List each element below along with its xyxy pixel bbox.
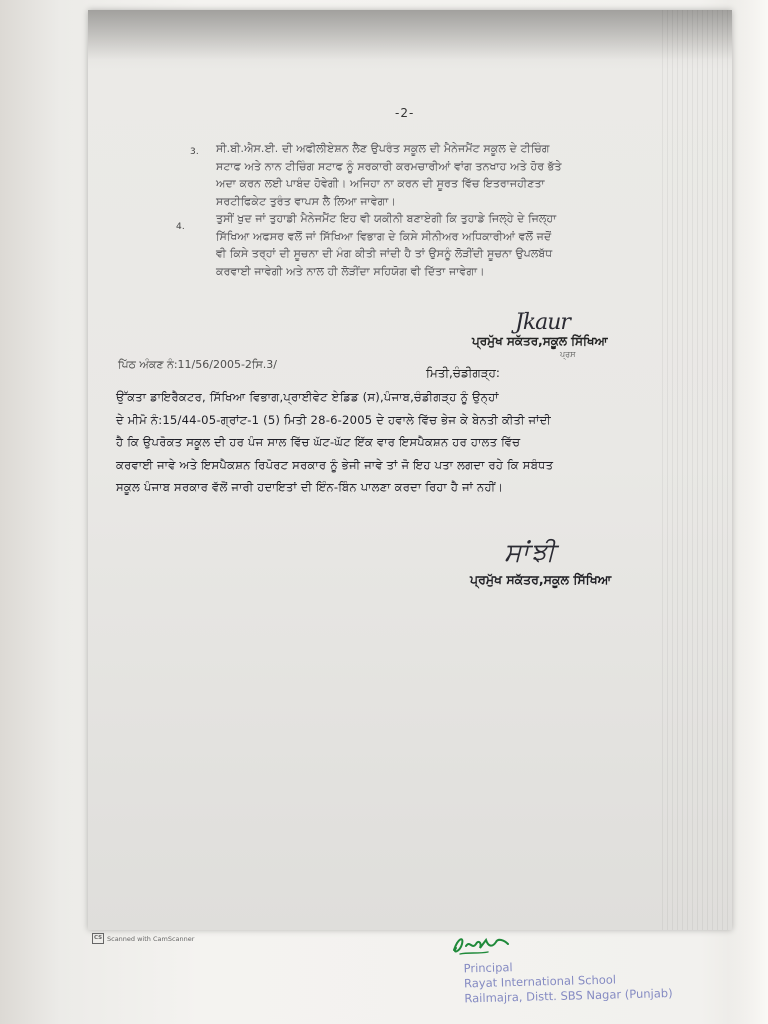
scanner-watermark — [92, 933, 194, 944]
text-line: ਦੇ ਮੀਮੋ ਨੰ:15/44-05-ਗ੍ਰਾਂਟ-1 (5) ਮਿਤੀ 28-6-2005 ਦੇ ਹਵਾਲੇ ਵਿੱਚ ਭੇਜ ਕੇ ਬੇਨਤੀ ਕੀਤੀ ਜਾਂਦੀ — [116, 412, 551, 427]
text-line: ਕਰਵਾਈ ਜਾਵੇਗੀ ਅਤੇ ਨਾਲ ਹੀ ਲੋੜੀਂਦਾ ਸਹਿਯੋਗ ਵੀ ਦਿੱਤਾ ਜਾਵੇਗਾ। — [216, 264, 485, 278]
designation-mark: ਪ੍ਰਸ — [560, 350, 576, 359]
text-line: ਉੱਕਤਾ ਡਾਇਰੈਕਟਰ, ਸਿੱਖਿਆ ਵਿਭਾਗ,ਪ੍ਰਾਈਵੇਟ ਏਡਿਡ (ਸ),ਪੰਜਾਬ,ਚੰਡੀਗੜ੍ਹ ਨੂੰ ਉਨ੍ਹਾਂ — [116, 390, 499, 404]
endorsement-body — [116, 386, 656, 499]
item-number: 3. — [190, 147, 199, 157]
stamp-line: Principal — [463, 960, 513, 976]
text-line: ਵੀ ਕਿਸੇ ਤਰ੍ਹਾਂ ਦੀ ਸੂਚਨਾ ਦੀ ਮੰਗ ਕੀਤੀ ਜਾਂਦੀ ਹੈ ਤਾਂ ਉਸਨੂੰ ਲੋੜੀਂਦੀ ਸੂਚਨਾ ਉਪਲਬੱਧ — [216, 247, 553, 260]
signature: Jkaur — [515, 310, 570, 335]
scan-edge — [728, 0, 768, 1024]
endorsement-date: ਮਿਤੀ,ਚੰਡੀਗੜ੍ਹ: — [426, 366, 500, 380]
signatory-title: ਪ੍ਰਮੁੱਖ ਸਕੱਤਰ,ਸਕੂਲ ਸਿੱਖਿਆ — [470, 572, 612, 587]
numbered-items — [216, 140, 656, 280]
green-initials-icon — [448, 928, 514, 958]
watermark-text: Scanned with CamScanner — [107, 934, 195, 943]
text-line: ਕਰਵਾਈ ਜਾਵੇ ਅਤੇ ਇਸਪੈਕਸ਼ਨ ਰਿਪੋਰਟ ਸਰਕਾਰ ਨੂੰ ਭੇਜੀ ਜਾਵੇ ਤਾਂ ਜੋ ਇਹ ਪਤਾ ਲਗਦਾ ਰਹੇ ਕਿ ਸਬੰਧਤ — [116, 457, 554, 472]
text-line: ਸਕੂਲ ਪੰਜਾਬ ਸਰਕਾਰ ਵੱਲੋਂ ਜਾਰੀ ਹਦਾਇਤਾਂ ਦੀ ਇੰਨ-ਬਿੰਨ ਪਾਲਣਾ ਕਰਦਾ ਰਿਹਾ ਹੈ ਜਾਂ ਨਹੀਂ। — [116, 480, 504, 494]
text-line: ਸਿੱਖਿਆ ਅਫਸਰ ਵਲੋਂ ਜਾਂ ਸਿੱਖਿਆ ਵਿਭਾਗ ਦੇ ਕਿਸੇ ਸੀਨੀਅਰ ਅਧਿਕਾਰੀਆਂ ਵਲੋਂ ਜਦੋਂ — [216, 229, 552, 243]
item-number: 4. — [176, 222, 185, 232]
text-line: ਸਟਾਫ ਅਤੇ ਨਾਨ ਟੀਚਿੰਗ ਸਟਾਫ ਨੂੰ ਸਰਕਾਰੀ ਕਰਮਚਾਰੀਆਂ ਵਾਂਗ ਤਨਖਾਹ ਅਤੇ ਹੋਰ ਭੱਤੇ — [216, 159, 562, 173]
text-line: ਸਰਟੀਫਿਕੇਟ ਤੁਰੰਤ ਵਾਪਸ ਲੈ ਲਿਆ ਜਾਵੇਗਾ। — [216, 194, 396, 208]
signatory-title: ਪ੍ਰਮੁੱਖ ਸਕੱਤਰ,ਸਕੂਲ ਸਿੱਖਿਆ — [472, 334, 608, 348]
stamp-line: Rayat International School — [463, 972, 617, 991]
text-line: ਅਦਾ ਕਰਨ ਲਈ ਪਾਬੰਦ ਹੋਵੇਗੀ। ਅਜਿਹਾ ਨਾ ਕਰਨ ਦੀ ਸੂਰਤ ਵਿੱਚ ਇਤਰਾਜਹੀਣਤਾ — [216, 177, 545, 190]
signature: ਸਾਂਝੀ — [504, 538, 557, 568]
text-line: ਤੁਸੀਂ ਖੁਦ ਜਾਂ ਤੁਹਾਡੀ ਮੈਨੇਜਮੈਂਟ ਇਹ ਵੀ ਯਕੀਨੀ ਬਣਾਏਗੀ ਕਿ ਤੁਹਾਡੇ ਜਿਲ੍ਹੇ ਦੇ ਜਿਲ੍ਹਾ — [216, 212, 557, 225]
text-line: ਸੀ.ਬੀ.ਐਸ.ਈ. ਦੀ ਅਫੀਲੀਏਸ਼ਨ ਲੈਣ ਉਪਰੰਤ ਸਕੂਲ ਦੀ ਮੈਨੇਜਮੈਂਟ ਸਕੂਲ ਦੇ ਟੀਚਿੰਗ — [216, 142, 550, 155]
camscanner-logo-icon: CS — [92, 933, 104, 944]
page-number: -2- — [395, 106, 415, 120]
endorsement-number: ਪਿੱਠ ਅੰਕਣ ਨੰ:11/56/2005-2ਸਿ.3/ — [118, 358, 277, 371]
text-line: ਹੈ ਕਿ ਉਪਰੋਕਤ ਸਕੂਲ ਦੀ ਹਰ ਪੰਜ ਸਾਲ ਵਿੱਚ ਘੱਟ-ਘੱਟ ਇੱਕ ਵਾਰ ਇਸਪੈਕਸ਼ਨ ਹਰ ਹਾਲਤ ਵਿੱਚ — [116, 435, 521, 449]
principal-stamp — [463, 955, 724, 1007]
stamp-line: Railmajra, Distt. SBS Nagar (Punjab) — [464, 985, 673, 1006]
